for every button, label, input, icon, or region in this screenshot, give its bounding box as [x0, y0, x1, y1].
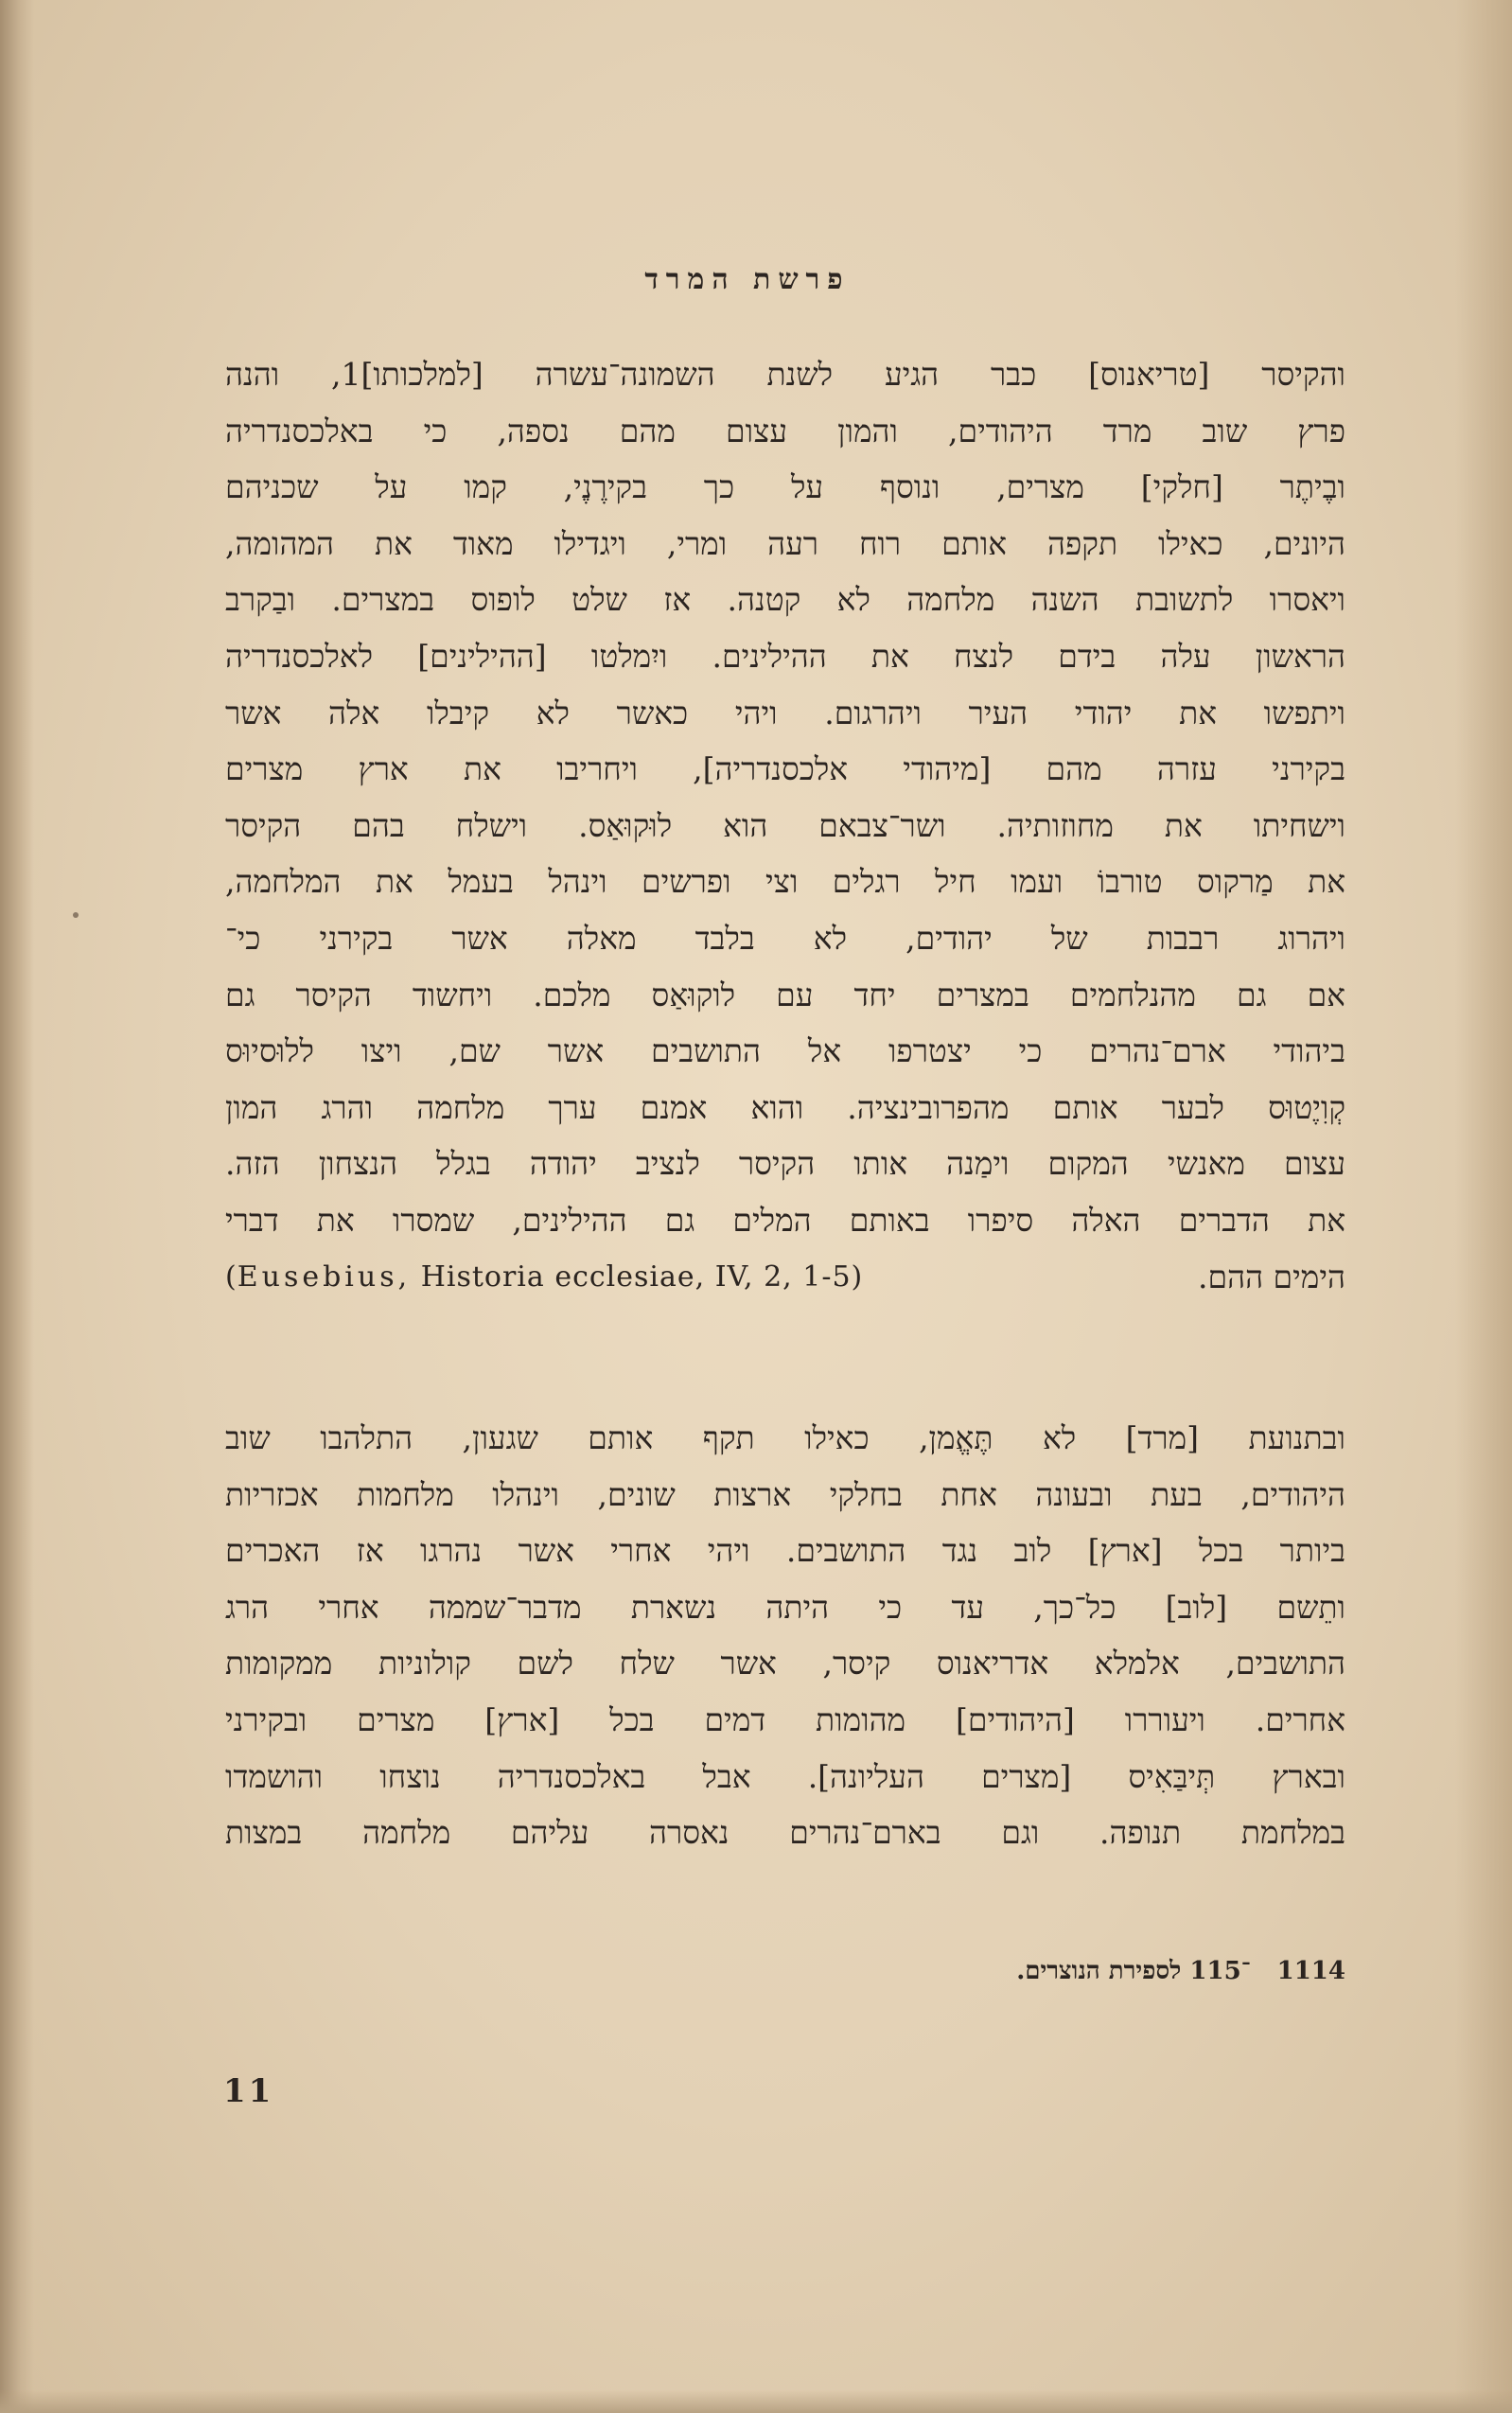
page-binding-shadow: [0, 0, 34, 2413]
text-line: את מַרקוס טורבוֹ ועמו חיל רגלים וצי ופרשים וינהל בעמל את המלחמה,: [225, 863, 1345, 901]
text-line: ובארץ תְּיבַּאִיס [מצרים העליונה]. אבל באלכסנדריה נוצחו והושמדו: [225, 1757, 1345, 1795]
text-line: ויאסרו לתשובת השנה מלחמה לא קטנה. אז שלט לופוס במצרים. ובַקרב: [225, 581, 1345, 619]
paragraph-2: [225, 1410, 1345, 1861]
text-line: ויהרוג רבבות של יהודים, לא בלבד מאלה אשר בקירני כי־: [225, 919, 1345, 957]
text-line: פרץ שוב מרד היהודים, והמון עצום מהם נספה, כי באלכסנדריה: [225, 412, 1345, 449]
text-line: ביותר בכל [ארץ] לוב נגד התושבים. ויהי אחרי אשר נהרגו אז האכרים: [225, 1532, 1345, 1570]
text-line: ותֵשם [לוב] כל־כך, עד כי היתה נשארת מדבר־שממה אחרי הרג: [225, 1588, 1345, 1626]
text-line: אחרים. ויעוררו [היהודים] מהומות דמים בכל [ארץ] מצרים ובקירני: [225, 1700, 1345, 1738]
source-citation: [225, 1249, 863, 1306]
text-line: היונים, כאילו תקפה אותם רוח רעה ומרי, ויגדילו מאוד את המהומה,: [225, 524, 1345, 562]
text-line: והקיסר [טריאנוס] כבר הגיע לשנת השמונה־עשרה [למלכותו]1, והנה: [225, 356, 1345, 393]
text-line: במלחמת תנופה. וגם בארם־נהרים נאסרה עליהם מלחמה במצות: [225, 1814, 1345, 1852]
paragraph-final-line: [225, 1249, 1345, 1306]
text-line: היהודים, בעת ובעונה אחת בחלקי ארצות שונים, וינהלו מלחמות אכזריות: [225, 1475, 1345, 1513]
citation-open-paren: (: [225, 1259, 237, 1294]
final-line-text: הימים ההם.: [1198, 1258, 1345, 1295]
text-line: קְוִיֶטוּס לבער אותם מהפרובינציה. והוא אמנם ערך מלחמה והרג המון: [225, 1088, 1345, 1126]
text-line: את הדברים האלה סיפרו באותם המלים גם ההילינים, שמסרו את דברי: [225, 1201, 1345, 1239]
text-line: הראשון עלה בידם לנצח את ההילינים. ויִמלטו [ההילינים] לאלכסנדריה: [225, 637, 1345, 675]
text-line: בקירני עזרה מהם [מיהודי אלכסנדריה], ויחריבו את ארץ מצרים: [225, 750, 1345, 788]
text-line: וישחיתו את מחוזותיה. ושר־צבאם הוא לוּקוּאַס. וישלח בהם הקיסר: [225, 806, 1345, 844]
page-edge-shadow: [1455, 0, 1512, 2413]
paragraph-1: [225, 346, 1345, 1305]
text-line: אם גם מהנלחמים במצרים יחד עם לוקוּאַס מלכם. ויחשוד הקיסר גם: [225, 976, 1345, 1013]
page-number: 11: [223, 2072, 274, 2110]
footnote: [908, 1957, 1345, 1985]
citation-author: Eusebius,: [237, 1259, 412, 1294]
text-line: ויתפשו את יהודי העיר ויהרגום. ויהי כאשר לא קיבלו אלה אשר: [225, 694, 1345, 731]
text-line: ביהודי ארם־נהרים כי יצטרפו אל התושבים אשר שם, ויצו ללוּסיוּס: [225, 1032, 1345, 1070]
text-line: התושבים, אלמלא אדריאנוס קיסר, אשר שלח לשם קולוניות ממקומות: [225, 1645, 1345, 1682]
page-bottom-shadow: [0, 2390, 1512, 2413]
text-line: ובתנועת [מרד] לא תֶּאֱמן, כאילו תקף אותם שגעון, התלהבו שוב: [225, 1419, 1345, 1456]
paper-speck: [73, 912, 79, 918]
text-line: ובֶיתֶר [חלקי] מצרים, ונוסף על כך בקירֶנֶי, קמו על שכניהם: [225, 468, 1345, 506]
footnote-text: 114־115 לספירת הנוצרים.: [1016, 1957, 1345, 1985]
footnote-number: 1: [1276, 1957, 1294, 1985]
chapter-title: פרשת המרד: [644, 263, 851, 296]
text-line: עצום מאנשי המקום וימַנה אותו הקיסר לנציב יהודה בגלל הנצחון הזה.: [225, 1145, 1345, 1183]
citation-work: Historia ecclesiae, IV, 2, 1-5): [420, 1259, 864, 1294]
